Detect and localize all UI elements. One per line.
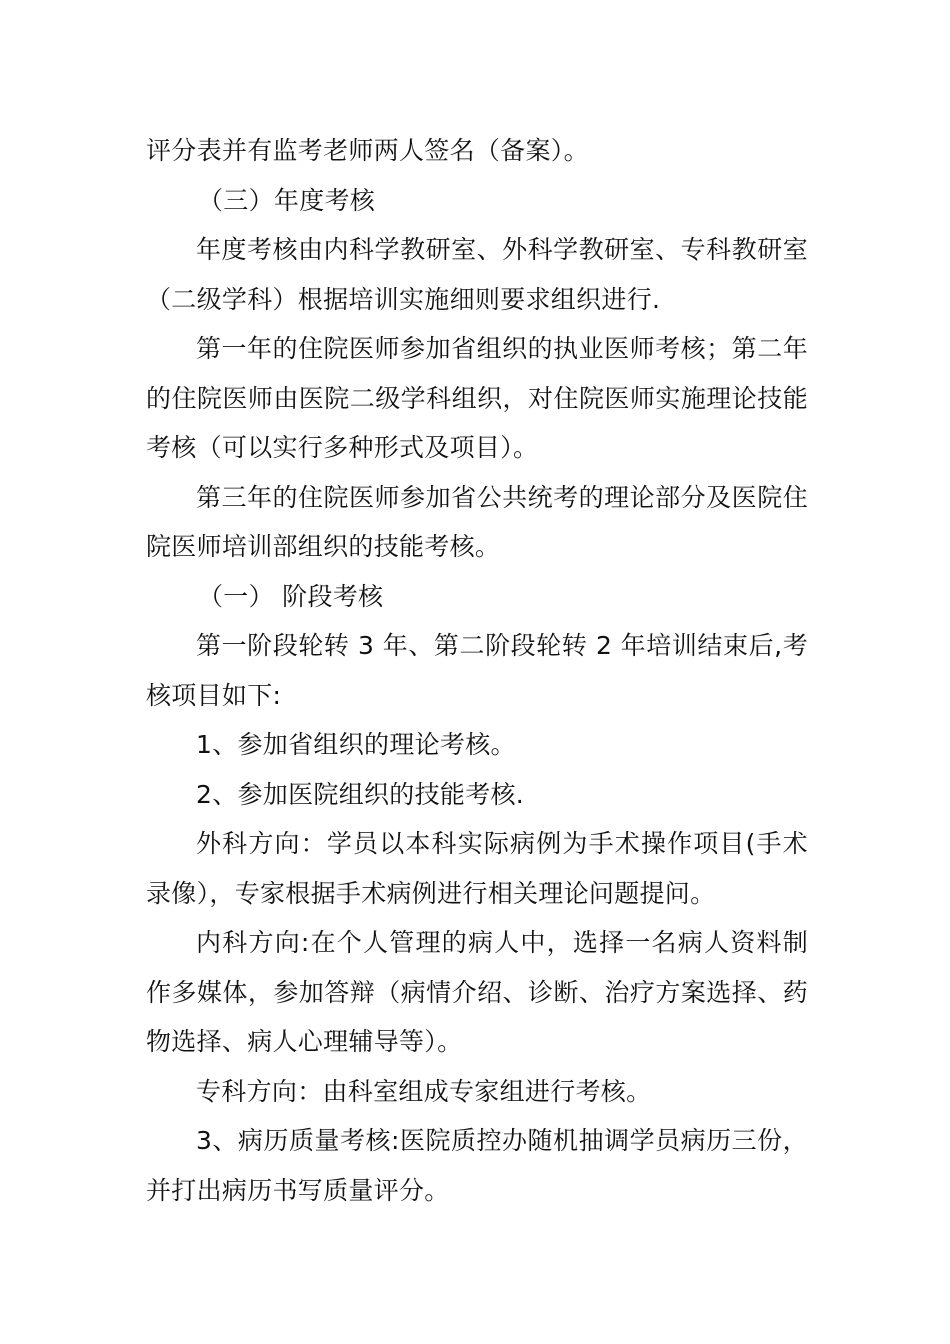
paragraph-third-year: 第三年的住院医师参加省公共统考的理论部分及医院住院医师培训部组织的技能考核。 <box>146 482 808 561</box>
paragraph-stage-intro: 第一阶段轮转 3 年、第二阶段轮转 2 年培训结束后,考核项目如下: <box>146 631 808 710</box>
section-heading-stage-assessment: （一） 阶段考核 <box>198 581 384 611</box>
paragraph-surgery-track: 外科方向：学员以本科实际病例为手术操作项目(手术录像），专家根据手术病例进行相关理论问题提问。 <box>146 829 808 908</box>
list-item-skill-exam: 2、参加医院组织的技能考核. <box>196 779 525 809</box>
paragraph-first-second-year: 第一年的住院医师参加省组织的执业医师考核；第二年的住院医师由医院二级学科组织，对住院医师实施理论技能考核（可以实行多种形式及项目）。 <box>146 334 808 462</box>
paragraph-continuation: 评分表并有监考老师两人签名（备案）。 <box>146 136 589 165</box>
paragraph-internal-medicine-track: 内科方向:在个人管理的病人中，选择一名病人资料制作多媒体，参加答辩（病情介绍、诊断、治疗方案选择、药物选择、病人心理辅导等）。 <box>146 928 808 1056</box>
paragraph-specialty-track: 专科方向：由科室组成专家组进行考核。 <box>196 1076 652 1106</box>
paragraph-annual-assessment-organizers: 年度考核由内科学教研室、外科学教研室、专科教研室（二级学科）根据培训实施细则要求组织进行. <box>146 235 808 314</box>
section-heading-annual-assessment: （三）年度考核 <box>198 185 376 215</box>
list-item-theory-exam: 1、参加省组织的理论考核。 <box>196 730 516 759</box>
list-item-medical-record-quality: 3、病历质量考核:医院质控办随机抽调学员病历三份，并打出病历书写质量评分。 <box>146 1126 808 1205</box>
document-body <box>146 126 808 1215</box>
